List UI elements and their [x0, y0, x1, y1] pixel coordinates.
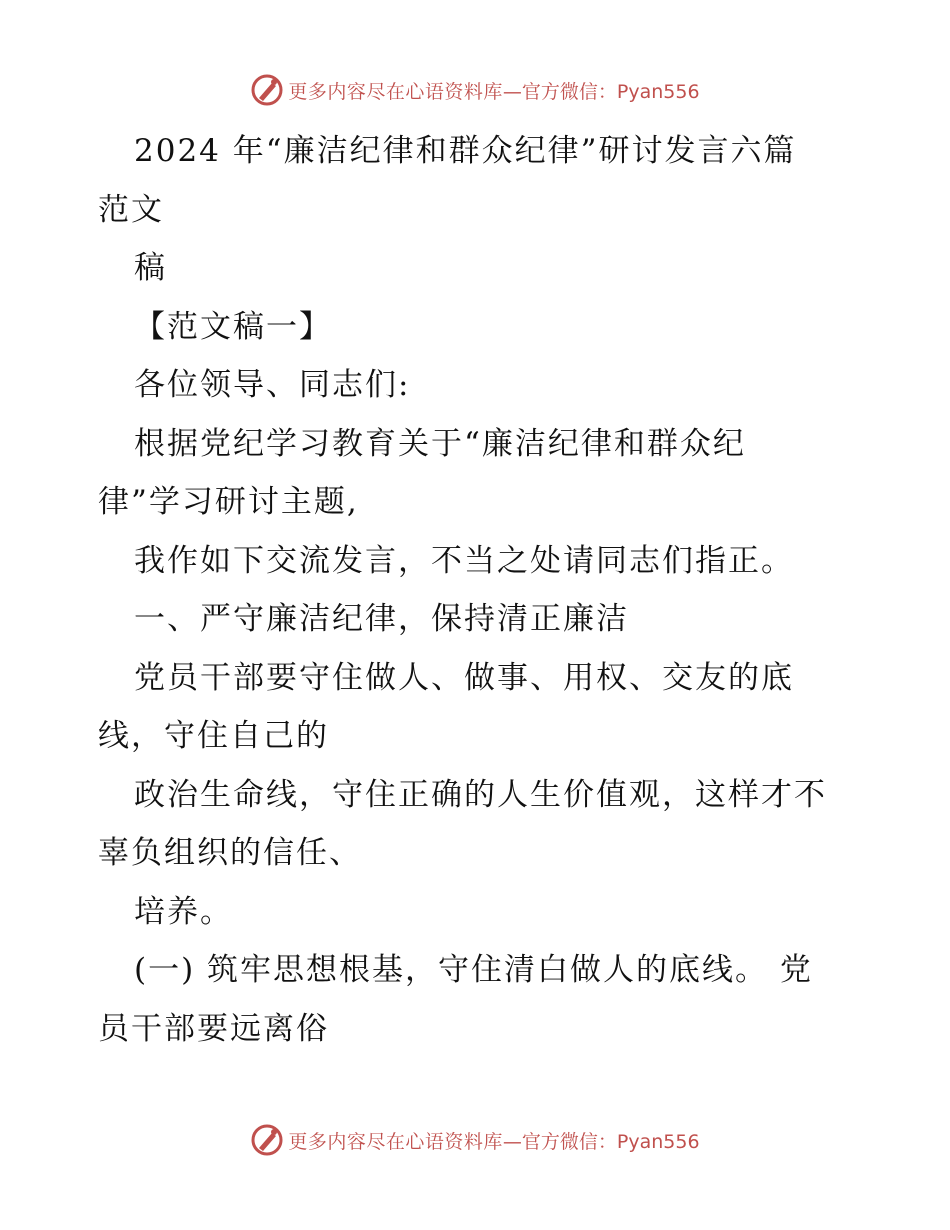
watermark-wechat: —官方微信：Pyan556	[502, 80, 700, 103]
paragraph-line: 员干部要远离俗	[98, 1010, 329, 1047]
title-line-1: 2024 年“廉洁纪律和群众纪律”研讨发言六篇	[134, 133, 797, 169]
paragraph-line: 政治生命线，守住正确的人生价值观，这样才不	[134, 776, 827, 813]
pen-logo-icon	[250, 1123, 284, 1157]
paragraph-line: 培养。	[134, 893, 233, 930]
watermark-text: 更多内容尽在心语资料库	[288, 1130, 503, 1153]
salutation: 各位领导、同志们:	[134, 367, 411, 403]
paragraph-line: 党员干部要守住做人、做事、用权、交友的底	[134, 659, 794, 696]
title-line-2: 范文	[98, 191, 164, 228]
pen-logo-icon	[250, 73, 284, 107]
section-heading: 【范文稿一】	[134, 308, 332, 345]
paragraph-line: 根据党纪学习教育关于“廉洁纪律和群众纪	[134, 425, 746, 462]
subheading: 一、严守廉洁纪律，保持清正廉洁	[134, 601, 629, 637]
paragraph-line: 辜负组织的信任、	[98, 835, 362, 871]
header-watermark	[0, 70, 950, 110]
paragraph-line: 线，守住自己的	[98, 718, 329, 754]
title-line-3: 稿	[134, 250, 167, 286]
paragraph-line: (一) 筑牢思想根基，守住清白做人的底线。 党	[134, 952, 813, 988]
document-body	[98, 122, 858, 1058]
footer-watermark	[0, 1120, 950, 1160]
paragraph-line: 我作如下交流发言，不当之处请同志们指正。	[134, 542, 794, 579]
paragraph-line: 律”学习研讨主题,	[98, 484, 359, 520]
watermark-text: 更多内容尽在心语资料库	[288, 80, 503, 103]
watermark-wechat: —官方微信：Pyan556	[502, 1130, 700, 1153]
